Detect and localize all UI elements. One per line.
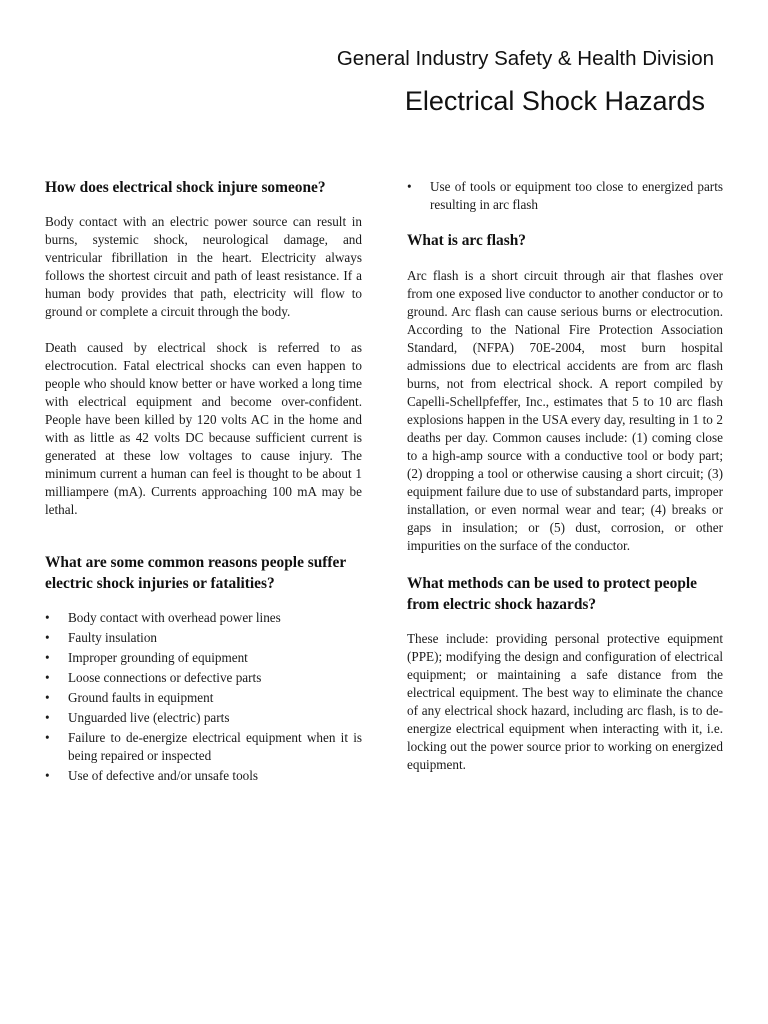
list-item: • Faulty insulation — [45, 630, 158, 645]
list-item: • Loose connections or defective parts — [45, 670, 262, 685]
list-item: • Use of tools or equipment too close to energized parts resulting in arc flash — [407, 179, 723, 212]
left-column — [45, 172, 362, 787]
list-item: • Improper grounding of equipment — [45, 650, 248, 665]
question-heading-reasons: What are some common reasons people suffer electric shock injuries or fatalities? — [45, 554, 346, 592]
paragraph-protection: These include: providing personal protective equipment (PPE); modifying the design and configuration of electrical equipment; or maintaining a safe distance from the electrical equipment. The best way to eliminate the chance of any electrical shock hazard, including arc flash, is to de-energize electrical equipment when interacting with it, i.e. locking out the power source prior to working on energized equipment. — [407, 631, 723, 772]
list-item: • Body contact with overhead power lines — [45, 610, 281, 625]
continued-list — [407, 178, 723, 214]
question-heading-protection: What methods can be used to protect people from electric shock hazards? — [407, 575, 697, 613]
question-heading-injury: How does electrical shock injure someone? — [45, 179, 326, 196]
list-item: • Failure to de-energize electrical equipment when it is being repaired or inspected — [45, 730, 362, 763]
right-column — [407, 178, 723, 774]
list-item: • Use of defective and/or unsafe tools — [45, 768, 259, 783]
page-title: Electrical Shock Hazards — [404, 86, 705, 116]
division-heading: General Industry Safety & Health Division — [336, 47, 714, 70]
paragraph-injury: Body contact with an electric power source can result in burns, systemic shock, neurological damage, and ventricular fibrillation in the heart. Electricity always follows the shortest circuit and path of least resistance. If a human body provides that path, electricity will flow to ground or complete a circuit through the body. — [45, 214, 362, 319]
paragraph-electrocution: Death caused by electrical shock is referred to as electrocution. Fatal electrical shocks can even happen to people who should know better or have worked a long time with electrical equipment and become over-confident. People have been killed by 120 volts AC in the home and with as little as 42 volts DC because sufficient current is generated at these low voltages to cause injury. The minimum current a human can feel is thought to be about 1 milliampere (mA). Currents approaching 100 mA may be lethal. — [45, 340, 362, 517]
reasons-list — [45, 609, 362, 785]
list-item: • Unguarded live (electric) parts — [45, 710, 230, 725]
list-item: • Ground faults in equipment — [45, 690, 214, 705]
question-heading-arc-flash: What is arc flash? — [407, 232, 526, 249]
paragraph-arc-flash: Arc flash is a short circuit through air that flashes over from one exposed live conductor to another conductor or to ground. Arc flash can cause serious burns or electrocution. According to the National Fire Protection Association Standard, (NFPA) 70E-2004, most burn hospital admissions due to electrical accidents are from arc flash burns, not from electrical shock. A report compiled by Capelli-Schellpfeffer, Inc., estimates that 5 to 10 arc flash explosions happen in the USA every day, resulting in 1 to 2 deaths per day. Common causes include: (1) coming close to a high-amp source with a conductive tool or body part; (2) dropping a tool or otherwise causing a short circuit; (3) equipment failure due to use of substandard parts, improper installation, or even normal wear and tear; (4) breaks or gaps in insulation; or (5) dust, corrosion, or other impurities on the surface of the conductor. — [407, 268, 723, 553]
